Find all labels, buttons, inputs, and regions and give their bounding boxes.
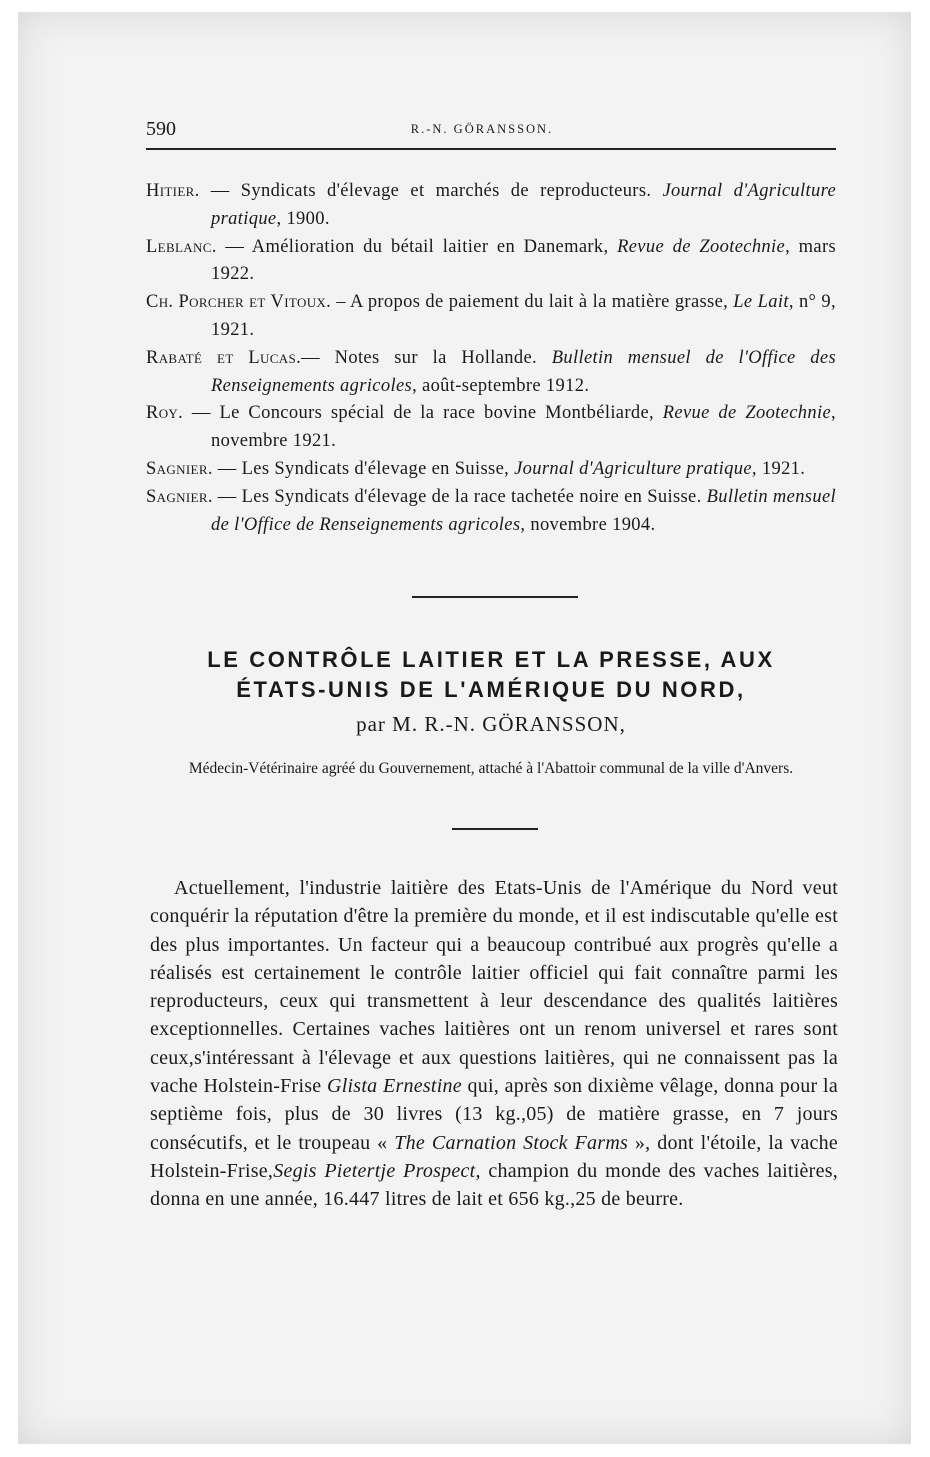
- article-title-line-1: LE CONTRÔLE LAITIER ET LA PRESSE, AUX: [207, 647, 775, 672]
- reference-item: [146, 484, 836, 540]
- article-paragraph: [150, 874, 838, 1214]
- reference-author: Roy.: [146, 403, 184, 424]
- reference-tail: , novembre 1921.: [211, 403, 837, 452]
- reference-author: Sagnier.: [146, 458, 213, 479]
- reference-tail: , 1900.: [276, 208, 330, 229]
- reference-text: — Les Syndicats d'élevage en Suisse,: [212, 458, 515, 479]
- reference-item: [146, 289, 836, 345]
- title-divider-rule: [452, 828, 538, 830]
- running-title: R.-N. GÖRANSSON.: [410, 122, 554, 136]
- cow-name-segis-pietertje-prospect: Segis Pietertje Prospect: [273, 1159, 476, 1182]
- reference-source: Le Lait: [733, 292, 789, 313]
- reference-tail: , novembre 1904.: [520, 514, 656, 535]
- reference-item: [146, 234, 836, 290]
- paragraph-text: , champion du monde des vaches laitières, donna en une année, 16.447 litres de lait et 656 kg.,25 de beurre.: [150, 1159, 838, 1211]
- reference-item: [146, 400, 836, 456]
- running-header: [128, 118, 836, 150]
- herd-name: The Carnation Stock Farms: [394, 1131, 629, 1154]
- page-number: 590: [146, 118, 176, 140]
- reference-author: Sagnier.: [146, 486, 213, 507]
- reference-source: Bulletin mensuel de l'Office de Renseignements agricoles: [211, 486, 836, 535]
- reference-source: Revue de Zootechnie: [617, 236, 786, 257]
- reference-author: Hitier.: [146, 181, 200, 201]
- article-title-line-2: ÉTATS-UNIS DE L'AMÉRIQUE DU NORD,: [236, 677, 746, 702]
- reference-tail: , août-septembre 1912.: [412, 375, 590, 396]
- reference-tail: , 1921.: [751, 458, 806, 479]
- section-divider-rule: [412, 596, 578, 598]
- reference-text: — Les Syndicats d'élevage de la race tachetée noire en Suisse.: [212, 486, 707, 507]
- reference-tail: , mars 1922.: [211, 236, 837, 285]
- paragraph-text: qui, après son dixième vêlage, donna pour la septième fois, plus de 30 livres (13 kg.,05) de matière grasse, en 7 jours consécutifs, et le troupeau «: [150, 1075, 838, 1154]
- reference-item: [146, 345, 836, 401]
- header-rule: [146, 148, 836, 150]
- author-affiliation: Médecin-Vétérinaire agréé du Gouvernement, attaché à l'Abattoir communal de la ville d'Anvers.: [188, 760, 794, 777]
- reference-item: [146, 178, 836, 234]
- reference-source: Revue de Zootechnie: [662, 403, 832, 424]
- article-byline: par M. R.-N. GÖRANSSON,: [356, 712, 626, 736]
- cow-name-glista-ernestine: Glista Ernestine: [327, 1075, 462, 1098]
- paragraph-text: Actuellement, l'industrie laitière des Etats-Unis de l'Amérique du Nord veut conquérir la réputation d'être la première du monde, et il est indiscutable qu'elle est des plus importantes. Un facteur qui a beaucoup contribué aux progrès qu'elle a réalisés est certainement le contrôle laitier officiel qui fait connaître parmi les reproducteurs, ceux qui transmettent à leur descendance des qualités laitières exceptionnelles. Certaines vaches laitières ont un renom universel et rares sont ceux,s'intéressant à l'élevage et aux questions laitières, qui ne connaissent pas la vache Holstein-Frise: [150, 877, 838, 1098]
- reference-source: Bulletin mensuel de l'Office des Renseignements agricoles: [211, 347, 837, 396]
- reference-text: — Amélioration du bétail laitier en Danemark,: [216, 236, 618, 257]
- reference-text: — Notes sur la Hollande.: [301, 347, 552, 368]
- reference-author: Rabaté et Lucas.: [146, 347, 302, 368]
- reference-text: — Le Concours spécial de la race bovine Montbéliarde,: [183, 403, 663, 424]
- bibliography: [146, 178, 836, 539]
- reference-source: Journal d'Agriculture pratique: [211, 181, 837, 229]
- reference-author: Leblanc.: [146, 236, 217, 257]
- article-title: [146, 645, 836, 705]
- reference-author: Ch. Porcher et Vitoux.: [146, 292, 332, 313]
- reference-tail: , n° 9, 1921.: [211, 292, 837, 340]
- reference-item: [146, 456, 836, 484]
- paragraph-text: », dont l'étoile, la vache Holstein-Frise,: [150, 1131, 838, 1182]
- reference-text: — Syndicats d'élevage et marchés de reproducteurs.: [199, 181, 663, 201]
- reference-text: – A propos de paiement du lait à la matière grasse,: [331, 292, 734, 313]
- reference-source: Journal d'Agriculture pratique: [514, 458, 752, 479]
